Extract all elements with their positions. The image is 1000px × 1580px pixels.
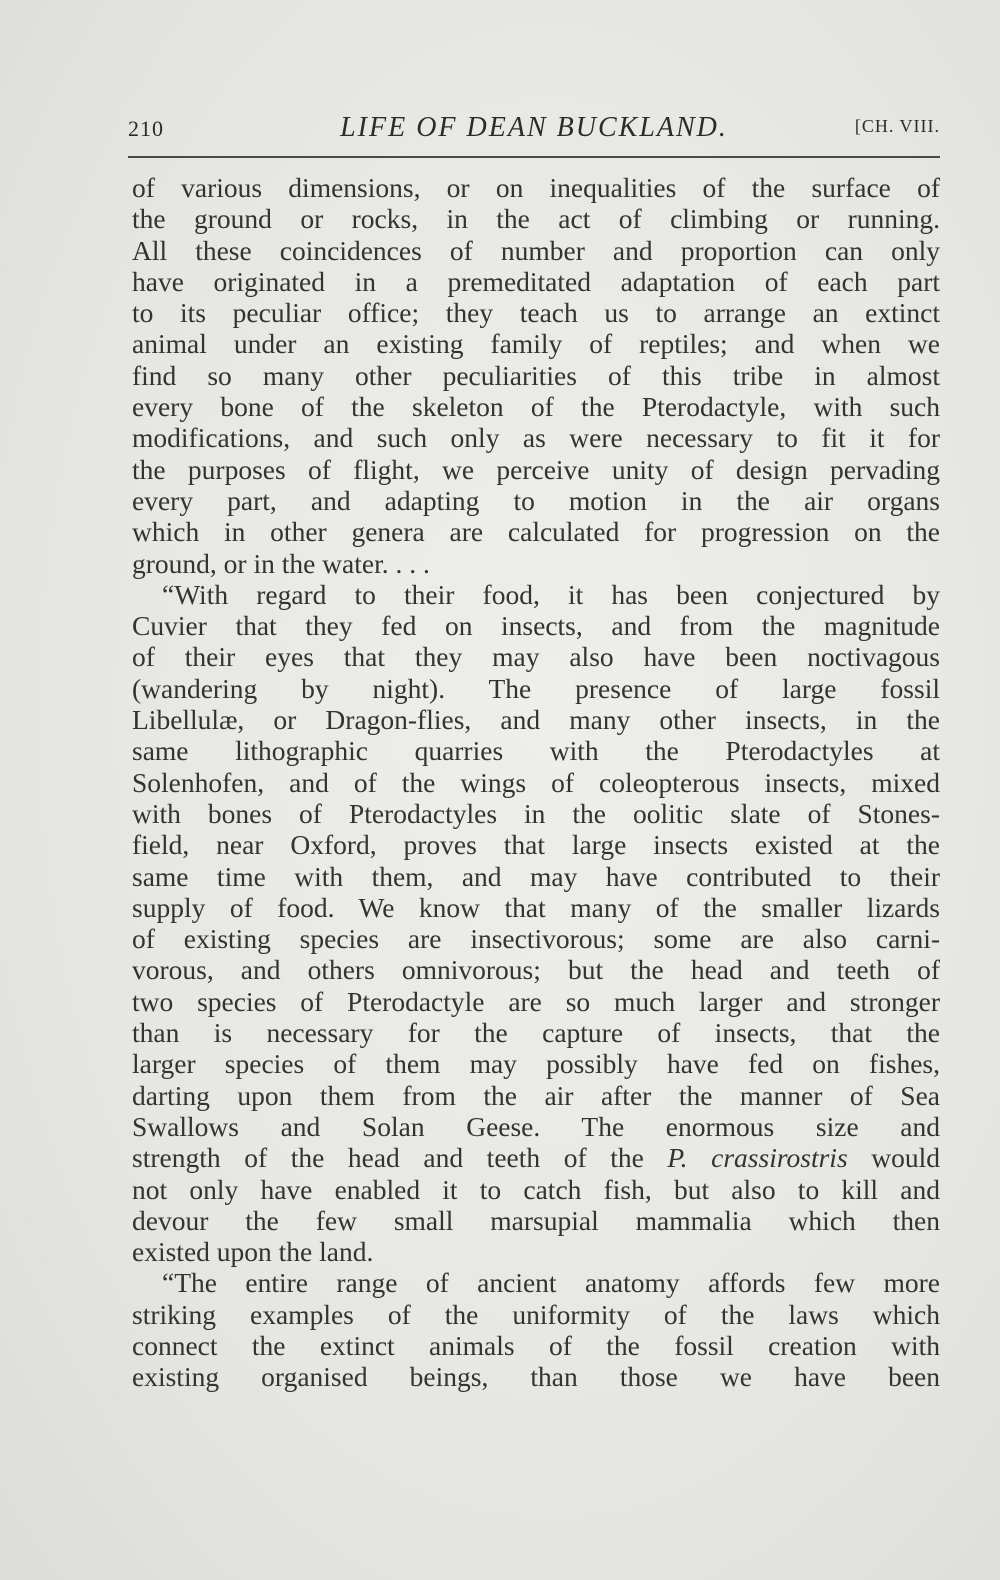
text-line: same time with them, and may have contributed to their <box>132 860 940 892</box>
text-line: of existing species are insectivorous; some are also carni- <box>132 923 940 955</box>
body-text <box>132 172 940 1393</box>
text-line: two species of Pterodactyle are so much larger and stronger <box>132 985 940 1017</box>
text-line: Swallows and Solan Geese. The enormous size and <box>132 1110 940 1142</box>
text-line: supply of food. We know that many of the smaller lizards <box>132 891 940 923</box>
text-line-with-italic <box>132 1142 940 1173</box>
text-segment: strength of the head and teeth of the <box>132 1142 644 1174</box>
text-line: the ground or rocks, in the act of climbing or running. <box>132 203 940 235</box>
text-line: (wandering by night). The presence of large fossil <box>132 672 940 704</box>
text-line: to its peculiar office; they teach us to arrange an extinct <box>132 297 940 329</box>
text-line: Cuvier that they fed on insects, and from the magnitude <box>132 610 940 642</box>
text-line: same lithographic quarries with the Pterodactyles at <box>132 735 940 767</box>
paragraph-start-line: “The entire range of ancient anatomy affords few more <box>162 1267 940 1299</box>
species-name-italic: P. crassirostris <box>667 1142 848 1174</box>
header-rule <box>128 156 940 158</box>
text-line: not only have enabled it to catch fish, but also to kill and <box>132 1173 940 1205</box>
text-line: animal under an existing family of reptiles; and when we <box>132 328 940 360</box>
text-line: the purposes of flight, we perceive unity of design pervading <box>132 453 940 485</box>
text-line: striking examples of the uniformity of the laws which <box>132 1298 940 1330</box>
text-line: larger species of them may possibly have fed on fishes, <box>132 1048 940 1080</box>
running-title: LIFE OF DEAN BUCKLAND. <box>340 112 728 143</box>
text-line: find so many other peculiarities of this tribe in almost <box>132 359 940 391</box>
text-line: darting upon them from the air after the manner of Sea <box>132 1079 940 1111</box>
paragraph-start-line: “With regard to their food, it has been conjectured by <box>162 578 940 610</box>
text-line: with bones of Pterodactyles in the oolitic slate of Stones- <box>132 797 940 829</box>
text-line: have originated in a premeditated adaptation of each part <box>132 265 940 297</box>
text-line: modifications, and such only as were necessary to fit it for <box>132 422 940 454</box>
text-line: field, near Oxford, proves that large insects existed at the <box>132 829 940 861</box>
text-line: devour the few small marsupial mammalia which then <box>132 1204 940 1236</box>
text-line: All these coincidences of number and proportion can only <box>132 234 940 266</box>
chapter-reference: [CH. VIII. <box>854 116 940 136</box>
text-line: vorous, and others omnivorous; but the head and teeth of <box>132 954 940 986</box>
text-line: Libellulæ, or Dragon-flies, and many other insects, in the <box>132 704 940 736</box>
text-line: of their eyes that they may also have been noctivagous <box>132 641 940 673</box>
text-line: connect the extinct animals of the fossil creation with <box>132 1329 940 1361</box>
text-line: than is necessary for the capture of insects, that the <box>132 1017 940 1049</box>
text-segment: would <box>871 1142 940 1174</box>
paragraph-end-line: existed upon the land. <box>132 1236 374 1268</box>
text-line: existing organised beings, than those we have been <box>132 1361 940 1393</box>
running-head <box>128 112 940 146</box>
text-line: Solenhofen, and of the wings of coleopterous insects, mixed <box>132 766 940 798</box>
text-line: every bone of the skeleton of the Pterodactyle, with such <box>132 391 940 423</box>
page-number: 210 <box>128 116 164 141</box>
text-line: every part, and adapting to motion in the air organs <box>132 484 940 516</box>
paragraph-end-line: ground, or in the water. . . . <box>132 547 430 579</box>
text-line: of various dimensions, or on inequalities of the surface of <box>132 172 940 203</box>
text-line: which in other genera are calculated for progression on the <box>132 516 940 548</box>
